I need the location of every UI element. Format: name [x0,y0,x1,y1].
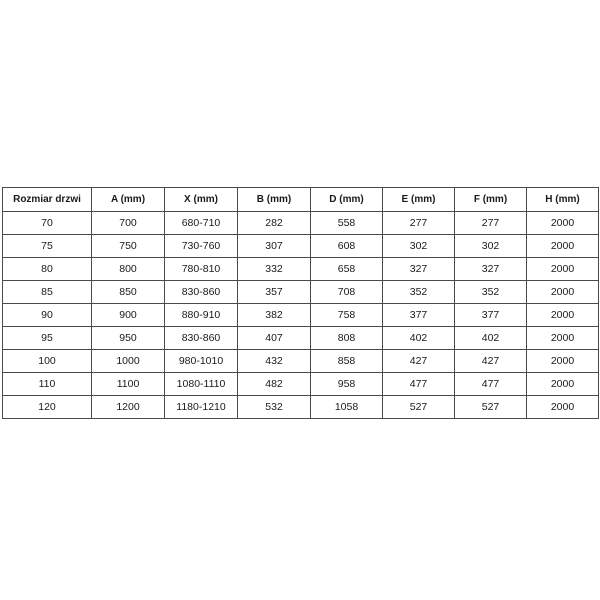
table-row [3,373,599,396]
header-f: F (mm) [455,188,527,212]
cell-d: 1058 [311,396,383,419]
cell-f: 352 [455,281,527,304]
cell-d: 708 [311,281,383,304]
cell-a: 850 [92,281,165,304]
header-a: A (mm) [92,188,165,212]
header-e: E (mm) [383,188,455,212]
cell-f: 427 [455,350,527,373]
cell-b: 432 [238,350,311,373]
cell-b: 382 [238,304,311,327]
cell-e: 277 [383,212,455,235]
cell-d: 808 [311,327,383,350]
table-row [3,258,599,281]
cell-door-size: 100 [3,350,92,373]
cell-door-size: 120 [3,396,92,419]
cell-x: 830-860 [165,281,238,304]
cell-b: 357 [238,281,311,304]
cell-door-size: 85 [3,281,92,304]
cell-d: 758 [311,304,383,327]
table-row [3,212,599,235]
table-row [3,281,599,304]
cell-b: 532 [238,396,311,419]
cell-x: 830-860 [165,327,238,350]
cell-e: 302 [383,235,455,258]
cell-e: 327 [383,258,455,281]
cell-a: 800 [92,258,165,281]
table-row [3,327,599,350]
cell-b: 282 [238,212,311,235]
cell-b: 407 [238,327,311,350]
cell-f: 377 [455,304,527,327]
cell-h: 2000 [527,235,599,258]
cell-d: 558 [311,212,383,235]
table-header-row [3,188,599,212]
cell-x: 1080-1110 [165,373,238,396]
dimensions-table-container [2,187,598,419]
cell-h: 2000 [527,396,599,419]
cell-h: 2000 [527,212,599,235]
cell-a: 700 [92,212,165,235]
cell-a: 1100 [92,373,165,396]
cell-b: 482 [238,373,311,396]
header-door-size: Rozmiar drzwi [3,188,92,212]
cell-door-size: 90 [3,304,92,327]
cell-a: 1200 [92,396,165,419]
cell-x: 980-1010 [165,350,238,373]
table-row [3,304,599,327]
cell-d: 858 [311,350,383,373]
cell-door-size: 95 [3,327,92,350]
header-x: X (mm) [165,188,238,212]
cell-door-size: 110 [3,373,92,396]
cell-f: 277 [455,212,527,235]
cell-f: 302 [455,235,527,258]
cell-f: 402 [455,327,527,350]
cell-d: 658 [311,258,383,281]
table-row [3,235,599,258]
cell-e: 377 [383,304,455,327]
cell-x: 880-910 [165,304,238,327]
dimensions-table [2,187,599,419]
header-d: D (mm) [311,188,383,212]
cell-e: 477 [383,373,455,396]
cell-x: 1180-1210 [165,396,238,419]
cell-h: 2000 [527,327,599,350]
header-h: H (mm) [527,188,599,212]
cell-e: 527 [383,396,455,419]
cell-x: 680-710 [165,212,238,235]
cell-a: 750 [92,235,165,258]
cell-e: 427 [383,350,455,373]
cell-a: 1000 [92,350,165,373]
cell-b: 332 [238,258,311,281]
cell-h: 2000 [527,281,599,304]
cell-f: 477 [455,373,527,396]
cell-a: 950 [92,327,165,350]
cell-h: 2000 [527,373,599,396]
cell-f: 527 [455,396,527,419]
header-b: B (mm) [238,188,311,212]
cell-x: 730-760 [165,235,238,258]
cell-door-size: 70 [3,212,92,235]
cell-b: 307 [238,235,311,258]
cell-d: 958 [311,373,383,396]
cell-h: 2000 [527,304,599,327]
cell-h: 2000 [527,258,599,281]
cell-x: 780-810 [165,258,238,281]
table-row [3,350,599,373]
cell-door-size: 75 [3,235,92,258]
cell-e: 352 [383,281,455,304]
cell-e: 402 [383,327,455,350]
cell-f: 327 [455,258,527,281]
cell-a: 900 [92,304,165,327]
cell-h: 2000 [527,350,599,373]
table-row [3,396,599,419]
cell-d: 608 [311,235,383,258]
cell-door-size: 80 [3,258,92,281]
